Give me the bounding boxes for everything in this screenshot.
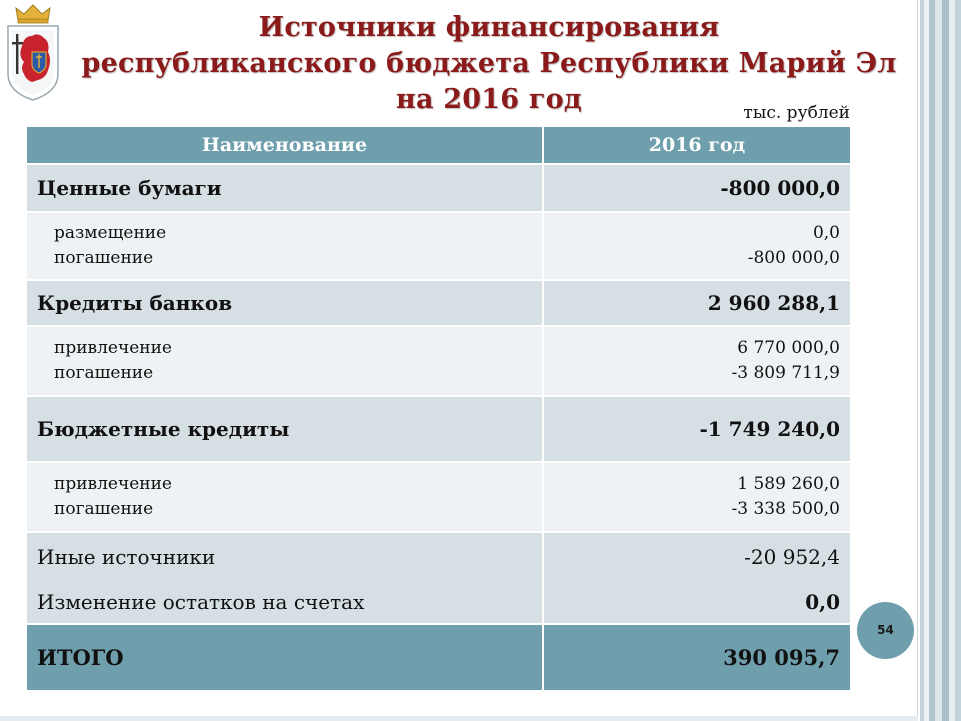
- row-sub-values: [543, 212, 850, 280]
- header-year: 2016 год: [543, 127, 850, 164]
- decorative-stripes: [918, 0, 961, 721]
- title-line-1: Источники финансирования: [258, 12, 720, 43]
- total-row: [27, 624, 850, 691]
- row-value: -800 000,0: [543, 164, 850, 212]
- title-line-2: республиканского бюджета Республики Марий Эл: [81, 48, 897, 79]
- bottom-bar: [0, 716, 918, 721]
- units-label: тыс. рублей: [743, 103, 850, 123]
- row-sub-labels: [27, 462, 543, 532]
- total-label: ИТОГО: [27, 624, 543, 691]
- header-name: Наименование: [27, 127, 543, 164]
- row-value: 0,0: [543, 580, 850, 624]
- sub-value: 1 589 260,0: [737, 474, 840, 494]
- row-label: Кредиты банков: [27, 280, 543, 326]
- slide-title: [60, 10, 918, 118]
- row-label: Изменение остатков на счетах: [27, 580, 543, 624]
- row-sub-labels: [27, 326, 543, 396]
- row-sub-values: [543, 462, 850, 532]
- sub-value: 6 770 000,0: [737, 338, 840, 358]
- row-label: Иные источники: [27, 532, 543, 580]
- table-row: [27, 580, 850, 624]
- table-header-row: [27, 127, 850, 164]
- sub-value: -800 000,0: [747, 248, 840, 268]
- funding-sources-table: [27, 127, 850, 692]
- row-sub-values: [543, 326, 850, 396]
- sub-label: привлечение: [54, 338, 172, 358]
- table-row: [27, 532, 850, 580]
- table-row: [27, 212, 850, 280]
- sub-label: привлечение: [54, 474, 172, 494]
- coat-of-arms-icon: [2, 2, 64, 102]
- page-number-badge: 54: [857, 602, 914, 659]
- row-value: 2 960 288,1: [543, 280, 850, 326]
- table-row: [27, 326, 850, 396]
- table-row: [27, 280, 850, 326]
- sub-value: -3 338 500,0: [731, 499, 840, 519]
- sub-label: размещение: [54, 223, 167, 243]
- row-label: Ценные бумаги: [27, 164, 543, 212]
- sub-label: погашение: [54, 499, 154, 519]
- sub-label: погашение: [54, 248, 154, 268]
- row-label: Бюджетные кредиты: [27, 396, 543, 462]
- table-row: [27, 462, 850, 532]
- row-value: -1 749 240,0: [543, 396, 850, 462]
- sub-label: погашение: [54, 363, 154, 383]
- total-value: 390 095,7: [543, 624, 850, 691]
- sub-value: -3 809 711,9: [731, 363, 840, 383]
- row-sub-labels: [27, 212, 543, 280]
- row-value: -20 952,4: [543, 532, 850, 580]
- table-row: [27, 164, 850, 212]
- table-row: [27, 396, 850, 462]
- sub-value: 0,0: [812, 223, 840, 243]
- title-line-3: на 2016 год: [396, 84, 582, 115]
